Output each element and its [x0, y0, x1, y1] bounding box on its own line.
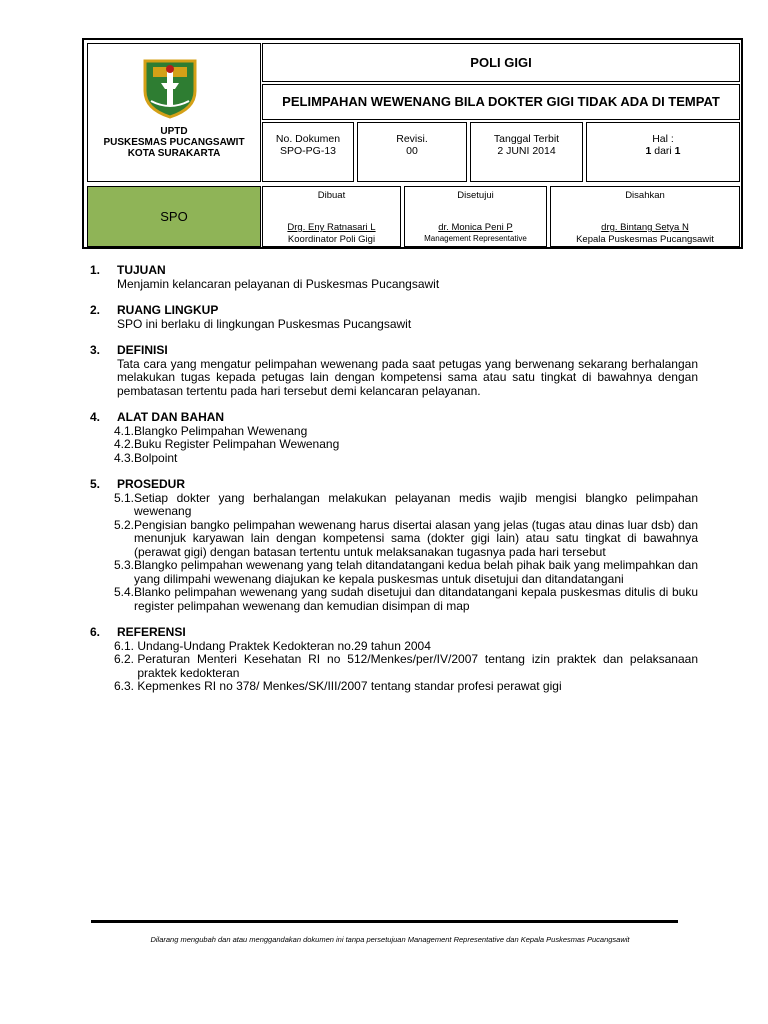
- document-title: PELIMPAHAN WEWENANG BILA DOKTER GIGI TIDAK ADA DI TEMPAT: [262, 84, 740, 120]
- item-number: 4.1.: [114, 423, 135, 438]
- disetujui-cell: [404, 186, 547, 247]
- item-text: Bolpoint: [134, 450, 178, 465]
- halaman-value: [587, 145, 739, 157]
- item-number: 6.2.: [114, 652, 138, 666]
- section-number: 3.: [90, 343, 101, 357]
- item-number: 6.3.: [114, 679, 138, 693]
- city-emblem-logo: [141, 57, 199, 119]
- footer-notice: Dilarang mengubah dan atau menggandakan dokumen ini tanpa persetujuan Management Representative dan Kepala Puskesmas Pucangsawit: [150, 935, 630, 944]
- section-text: Tata cara yang mengatur pelimpahan wewenang pada saat petugas yang berwenang sekarang berhalangan melakukan tugas kepada petugas lain dengan kompetensi sama atau satu tingkat di bawahnya dengan pembatasan tertentu pada hari tersebut demi kelancaran pelayanan.: [117, 356, 698, 398]
- section-number: 4.: [90, 410, 101, 424]
- section-title: REFERENSI: [117, 625, 186, 639]
- disetujui-role: Management Representative: [424, 234, 527, 243]
- item-number: 5.4.: [114, 585, 135, 599]
- section-text: Menjamin kelancaran pelayanan di Puskesmas Pucangsawit: [117, 276, 440, 291]
- logo-cell: [87, 43, 261, 182]
- unit-title: POLI GIGI: [262, 43, 740, 82]
- disetujui-name: dr. Monica Peni P: [438, 222, 513, 233]
- item-text: Undang-Undang Praktek Kedokteran no.29 tahun 2004: [137, 638, 431, 653]
- tanggal-terbit-cell: [470, 122, 583, 182]
- section-ruang-lingkup: [90, 304, 698, 331]
- list-item: [90, 492, 698, 519]
- section-heading: [90, 478, 698, 492]
- section-referensi: [90, 626, 698, 694]
- organization-name: [88, 126, 260, 159]
- section-title: RUANG LINGKUP: [117, 303, 219, 317]
- list-item: [90, 640, 698, 654]
- org-line-puskesmas: PUSKESMAS PUCANGSAWIT: [103, 137, 245, 148]
- section-number: 2.: [90, 303, 101, 317]
- halaman-total: 1: [674, 145, 681, 157]
- section-text: SPO ini berlaku di lingkungan Puskesmas Pucangsawit: [117, 316, 412, 331]
- halaman-current: 1: [645, 145, 652, 157]
- item-text: Kepmenkes RI no 378/ Menkes/SK/III/2007 tentang standar profesi perawat gigi: [137, 679, 562, 693]
- section-number: 6.: [90, 625, 101, 639]
- dibuat-cell: [262, 186, 401, 247]
- document-header: [82, 38, 743, 249]
- item-text: Blangko Pelimpahan Wewenang: [134, 423, 308, 438]
- spo-label: SPO: [87, 186, 261, 247]
- no-dokumen-cell: [262, 122, 354, 182]
- item-text: Pengisian bangko pelimpahan wewenang harus disertai alasan yang jelas (tugas atau dinas luar dsb) dan menunjuk karyawan lain dengan kompetensi sama (dokter gigi lain) atau satu tingkat di bawahnya (perawat gigi) dengan batasan tertentu untuk melaksanakan tugasnya pada hari tersebut: [134, 517, 698, 559]
- document-content: [90, 264, 698, 707]
- section-title: ALAT DAN BAHAN: [117, 410, 225, 424]
- org-line-kota: KOTA SURAKARTA: [127, 148, 221, 159]
- section-prosedur: [90, 478, 698, 613]
- item-number: 4.2.: [114, 437, 135, 451]
- item-number: 5.3.: [114, 558, 135, 572]
- disetujui-label: Disetujui: [457, 190, 494, 201]
- list-item: [90, 425, 698, 439]
- org-line-uptd: UPTD: [160, 126, 188, 137]
- list-item: [90, 653, 698, 680]
- tanggal-terbit-label: Tanggal Terbit: [493, 133, 560, 145]
- section-heading: [90, 411, 698, 425]
- item-text: Blanko pelimpahan wewenang yang sudah disetujui dan ditandatangani kepala puskesmas ditulis di buku register pelimpahan wewenang dan kemudian disimpan di map: [134, 585, 698, 613]
- section-title: DEFINISI: [117, 343, 168, 357]
- section-number: 5.: [90, 477, 101, 491]
- list-item: [90, 559, 698, 586]
- halaman-cell: [586, 122, 740, 182]
- section-heading: [90, 264, 698, 278]
- item-number: 4.3.: [114, 450, 135, 465]
- section-number: 1.: [90, 263, 101, 277]
- section-heading: [90, 626, 698, 640]
- halaman-label: Hal :: [652, 133, 674, 145]
- section-title: PROSEDUR: [117, 477, 186, 491]
- dibuat-name: Drg. Eny Ratnasari L: [287, 222, 376, 233]
- disahkan-name: drg. Bintang Setya N: [601, 222, 689, 233]
- section-alat-dan-bahan: [90, 411, 698, 465]
- dibuat-role: Koordinator Poli Gigi: [287, 234, 376, 245]
- item-text: Buku Register Pelimpahan Wewenang: [134, 437, 340, 451]
- section-definisi: [90, 344, 698, 398]
- tanggal-terbit-value: 2 JUNI 2014: [497, 145, 556, 157]
- section-title: TUJUAN: [117, 263, 166, 277]
- list-item: [90, 586, 698, 613]
- section-tujuan: [90, 264, 698, 291]
- revisi-label: Revisi.: [396, 133, 428, 145]
- list-item: [90, 519, 698, 560]
- disahkan-role: Kepala Puskesmas Pucangsawit: [576, 234, 714, 245]
- no-dokumen-value: SPO-PG-13: [279, 145, 337, 157]
- item-text: Blangko pelimpahan wewenang yang telah ditandatangani kedua belah pihak baik yang melimpahkan dan yang dilimpahi wewenang diajukan ke kepala puskesmas untuk disetujui dan ditandatangani: [134, 558, 698, 586]
- list-item: [90, 680, 698, 694]
- revisi-value: 00: [406, 145, 418, 157]
- item-text: Peraturan Menteri Kesehatan RI no 512/Menkes/per/IV/2007 tentang izin praktek dan pelaksanaan praktek kedokteran: [137, 652, 698, 680]
- halaman-separator: dari: [651, 145, 675, 157]
- item-number: 5.1.: [114, 490, 135, 505]
- item-text: Setiap dokter yang berhalangan melakukan pelayanan medis wajib mengisi blangko pelimpahan wewenang: [134, 490, 698, 518]
- list-item: [90, 452, 698, 466]
- disahkan-label: Disahkan: [625, 190, 665, 201]
- dibuat-label: Dibuat: [317, 190, 346, 201]
- item-number: 6.1.: [114, 638, 138, 653]
- list-item: [90, 438, 698, 452]
- disahkan-cell: [550, 186, 740, 247]
- section-heading: [90, 304, 698, 318]
- revisi-cell: [357, 122, 467, 182]
- section-heading: [90, 344, 698, 358]
- no-dokumen-label: No. Dokumen: [275, 133, 341, 145]
- footer-divider: [91, 920, 678, 923]
- item-number: 5.2.: [114, 517, 135, 532]
